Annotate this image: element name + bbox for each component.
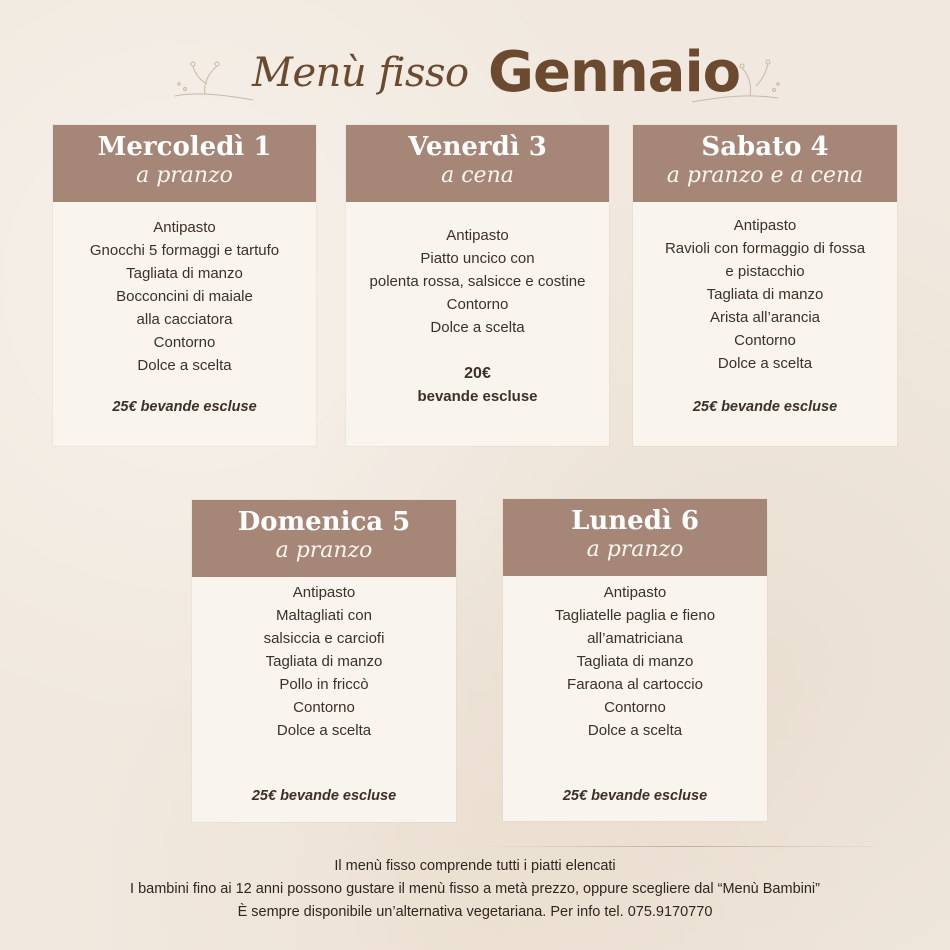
dish-item: Faraona al cartoccio: [567, 676, 703, 693]
price-amount: 20€: [464, 365, 491, 382]
card-price: 25€ bevande escluse: [251, 788, 397, 804]
dish-item: Tagliata di manzo: [126, 265, 243, 282]
dish-item: Antipasto: [153, 219, 216, 236]
card-header: [633, 125, 897, 202]
card-price: 25€ bevande escluse: [562, 788, 708, 804]
dish-item: Contorno: [153, 334, 216, 351]
menu-card-lunedi: [503, 499, 767, 821]
card-price: 25€ bevande escluse: [692, 399, 838, 415]
card-slot: a pranzo: [275, 538, 373, 563]
dish-item: Antipasto: [292, 584, 356, 601]
dish-item: Gnocchi 5 formaggi e tartufo: [89, 242, 280, 259]
card-price: 25€ bevande escluse: [112, 399, 257, 415]
footer-line: Il menù fisso comprende tutti i piatti elencati: [334, 858, 616, 874]
dish-item: Antipasto: [603, 584, 667, 601]
menu-card-mercoledi: [53, 125, 316, 446]
price-note: bevande escluse: [417, 388, 538, 405]
dish-item: Dolce a scelta: [717, 355, 813, 372]
dish-item: e pistacchio: [725, 263, 805, 280]
dish-list: [503, 581, 767, 742]
dish-item: polenta rossa, salsicce e costine: [369, 273, 586, 290]
dish-item: Contorno: [734, 332, 796, 349]
card-day: Lunedì 6: [571, 506, 699, 536]
dish-item: Contorno: [604, 699, 666, 716]
dish-item: Dolce a scelta: [276, 722, 372, 739]
card-header: [503, 499, 767, 576]
dish-item: Dolce a scelta: [137, 357, 232, 374]
dish-list: [346, 224, 609, 339]
menu-fisso-title: Menù fisso: [252, 50, 469, 96]
footer-divider: [480, 846, 890, 847]
footer-line: È sempre disponibile un’alternativa vegetariana. Per info tel. 075.9170770: [237, 904, 713, 920]
dish-item: Maltagliati con: [276, 607, 372, 624]
dish-item: Contorno: [446, 296, 509, 313]
card-day: Domenica 5: [237, 507, 411, 537]
card-slot: a pranzo e a cena: [666, 163, 864, 188]
footer-line: I bambini fino ai 12 anni possono gustare il menù fisso a metà prezzo, oppure scegliere dal “Menù Bambini”: [130, 881, 820, 897]
card-day: Venerdì 3: [408, 132, 547, 162]
card-header: [346, 125, 609, 202]
month-title: Gennaio: [488, 40, 741, 105]
menu-card-venerdi: [346, 125, 609, 446]
dish-item: Tagliata di manzo: [576, 653, 694, 670]
card-header: [192, 500, 456, 577]
left-flourish-icon: [165, 44, 255, 114]
dish-item: Dolce a scelta: [587, 722, 683, 739]
card-slot: a cena: [441, 163, 514, 188]
menu-card-sabato: [633, 125, 897, 446]
dish-item: Arista all’arancia: [709, 309, 821, 326]
card-price: [346, 365, 609, 405]
dish-item: Antipasto: [733, 217, 797, 234]
dish-item: Piatto uncico con: [420, 250, 535, 267]
card-header: [53, 125, 316, 202]
dish-item: Contorno: [293, 699, 355, 716]
dish-list: [633, 214, 897, 375]
dish-item: Pollo in friccò: [279, 676, 369, 693]
dish-item: salsiccia e carciofi: [263, 630, 385, 647]
card-slot: a pranzo: [586, 537, 684, 562]
card-day: Mercoledì 1: [97, 132, 272, 162]
dish-item: Tagliata di manzo: [265, 653, 383, 670]
card-day: Sabato 4: [701, 132, 829, 162]
page-header: [0, 22, 950, 105]
dish-item: Tagliata di manzo: [706, 286, 824, 303]
menu-card-domenica: [192, 500, 456, 822]
dish-item: Dolce a scelta: [430, 319, 525, 336]
dish-list: [192, 581, 456, 742]
dish-item: alla cacciatora: [136, 311, 233, 328]
footer-notes: [0, 855, 950, 924]
dish-item: all’amatriciana: [587, 630, 683, 647]
dish-list: [53, 216, 316, 377]
card-slot: a pranzo: [136, 163, 233, 188]
dish-item: Antipasto: [446, 227, 509, 244]
dish-item: Tagliatelle paglia e fieno: [554, 607, 716, 624]
dish-item: Bocconcini di maiale: [116, 288, 253, 305]
dish-item: Ravioli con formaggio di fossa: [664, 240, 866, 257]
